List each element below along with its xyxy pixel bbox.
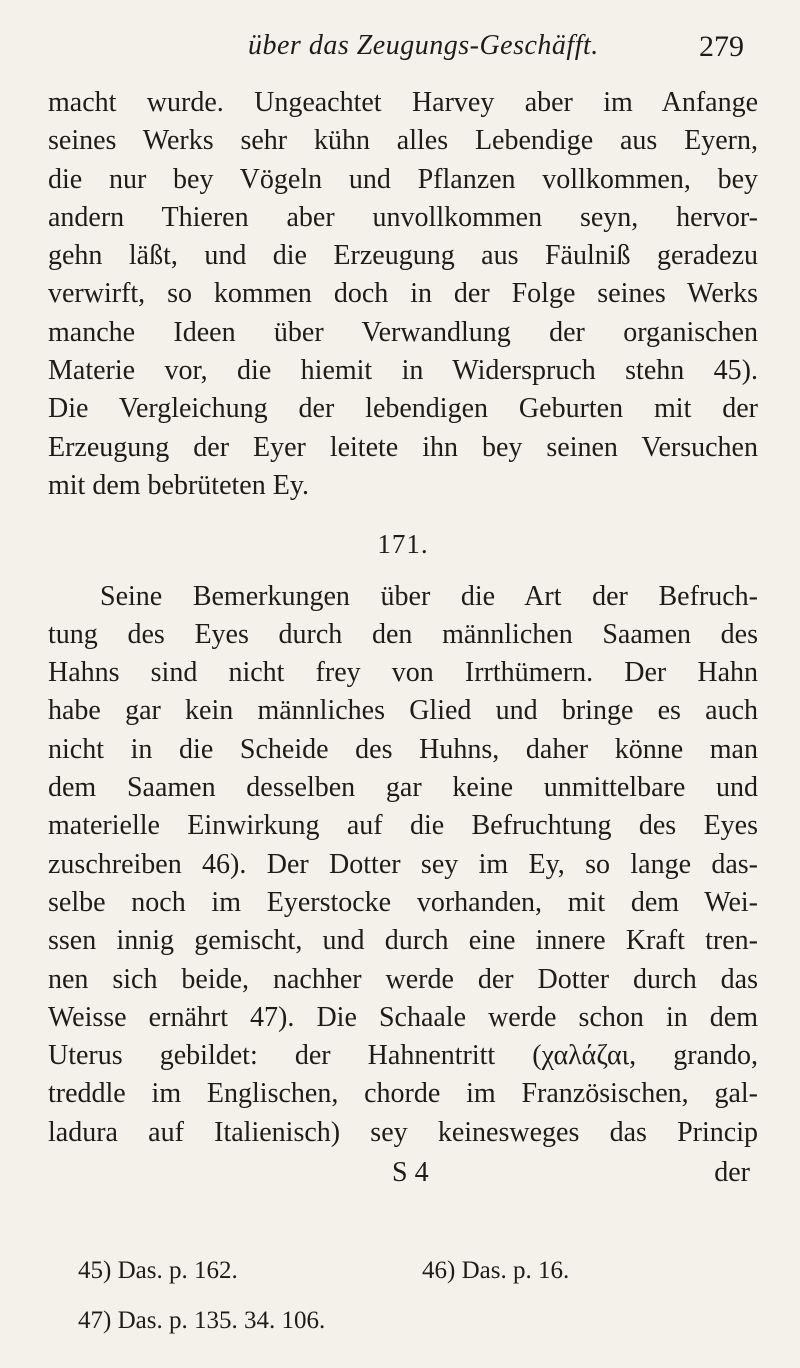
text-line: nicht in die Scheide des Huhns, daher könne man xyxy=(48,733,758,765)
signature-mark: S 4 xyxy=(392,1157,429,1189)
section-number: 171. xyxy=(377,529,429,560)
text-line: Uterus gebildet: der Hahnentritt (χαλάζαι, grando, xyxy=(48,1040,758,1072)
paragraph-1 xyxy=(48,84,758,505)
text-line: andern Thieren aber unvollkommen seyn, hervor- xyxy=(48,201,758,233)
running-title: über das Zeugungs-Geschäfft. xyxy=(248,30,599,61)
text-line: materielle Einwirkung auf die Befruchtung des Eyes xyxy=(48,810,758,842)
text-line: Weisse ernährt 47). Die Schaale werde schon in dem xyxy=(48,1001,758,1033)
paragraph-2 xyxy=(48,578,758,1152)
text-line: habe gar kein männliches Glied und bringe es auch xyxy=(48,695,758,727)
catchword: der xyxy=(714,1157,750,1189)
text-line: tung des Eyes durch den männlichen Saamen des xyxy=(48,618,758,650)
text-line: ladura auf Italienisch) sey keinesweges das Princip xyxy=(48,1116,758,1148)
footnotes xyxy=(78,1246,738,1346)
text-line: Hahns sind nicht frey von Irrthümern. Der Hahn xyxy=(48,657,758,689)
footnote-row xyxy=(78,1246,738,1296)
catchline xyxy=(48,1154,758,1192)
main-text xyxy=(48,84,758,1192)
text-line: selbe noch im Eyerstocke vorhanden, mit dem Wei- xyxy=(48,886,758,918)
text-line: nen sich beide, nachher werde der Dotter durch das xyxy=(48,963,758,995)
text-line: Erzeugung der Eyer leitete ihn bey seinen Versuchen xyxy=(48,431,758,463)
text-line: die nur bey Vögeln und Pflanzen vollkommen, bey xyxy=(48,163,758,195)
page-header xyxy=(48,30,752,70)
text-line: ssen innig gemischt, und durch eine innere Kraft tren- xyxy=(48,925,758,957)
text-line: macht wurde. Ungeachtet Harvey aber im Anfange xyxy=(48,87,758,118)
footnote-46: 46) Das. p. 16. xyxy=(422,1257,570,1284)
text-line: seines Werks sehr kühn alles Lebendige aus Eyern, xyxy=(48,125,758,157)
text-line: verwirft, so kommen doch in der Folge seines Werks xyxy=(48,278,758,310)
text-line: Materie vor, die hiemit in Widerspruch stehn 45). xyxy=(48,355,758,387)
footnote-row xyxy=(78,1296,738,1346)
footnote-45: 45) Das. p. 162. xyxy=(78,1257,238,1284)
text-line: Die Vergleichung der lebendigen Geburten mit der xyxy=(48,393,758,425)
text-line: Seine Bemerkungen über die Art der Befruch- xyxy=(100,580,758,612)
page-number: 279 xyxy=(699,30,744,63)
footnote-47: 47) Das. p. 135. 34. 106. xyxy=(78,1307,326,1334)
text-line: zuschreiben 46). Der Dotter sey im Ey, so lange das- xyxy=(48,848,758,880)
text-line: mit dem bebrüteten Ey. xyxy=(48,469,309,501)
text-line: treddle im Englischen, chorde im Französischen, gal- xyxy=(48,1078,758,1110)
text-line: manche Ideen über Verwandlung der organischen xyxy=(48,316,758,348)
text-line: gehn läßt, und die Erzeugung aus Fäulniß geradezu xyxy=(48,240,758,272)
text-line: dem Saamen desselben gar keine unmittelbare und xyxy=(48,772,758,804)
